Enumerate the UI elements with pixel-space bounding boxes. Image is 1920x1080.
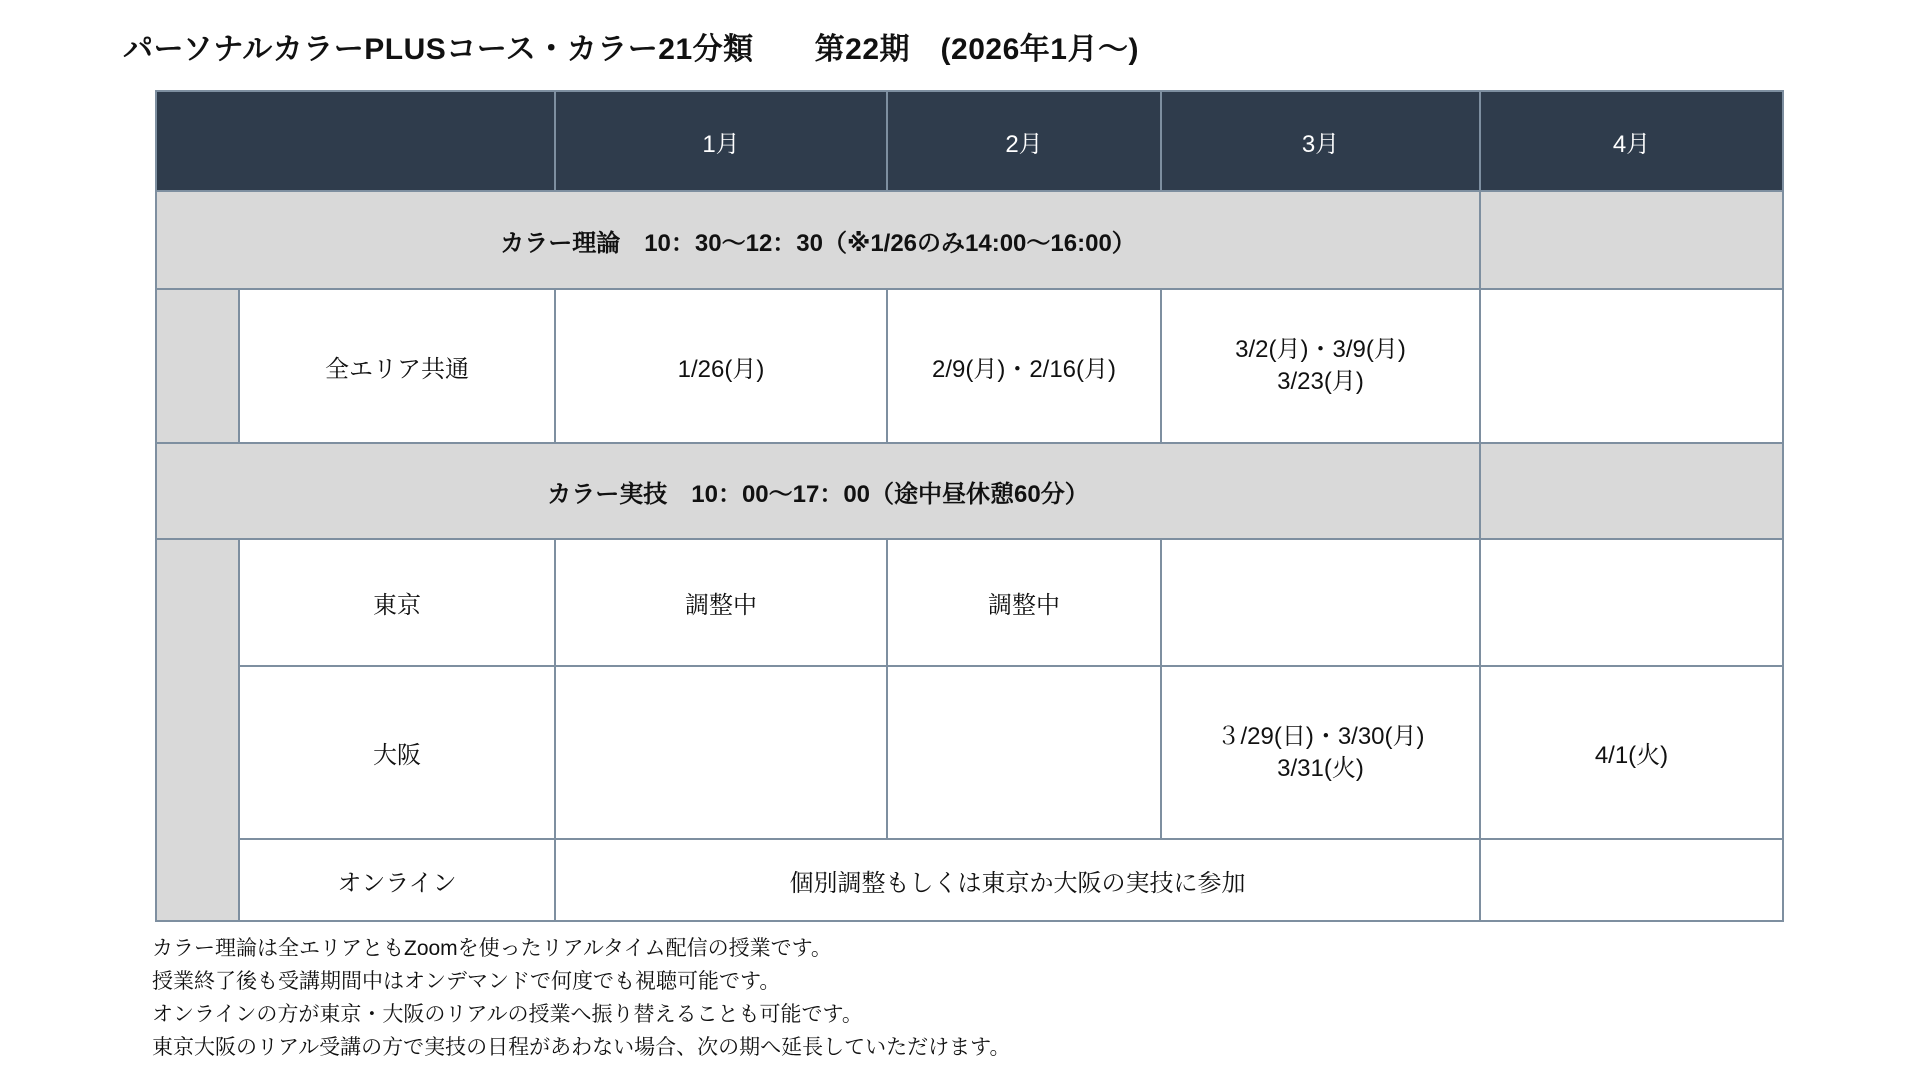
table-header-row — [156, 91, 1783, 191]
column-header-mar: 3月 — [1161, 91, 1480, 191]
theory-section-heading: カラー理論 10：30〜12：30（※1/26のみ14:00〜16:00） — [156, 191, 1480, 289]
note-line-2: 授業終了後も受講期間中はオンデマンドで何度でも視聴可能です。 — [152, 970, 781, 993]
cell-tokyo-mar — [1161, 539, 1480, 666]
theory-common-row — [156, 289, 1783, 443]
theory-mar-line2: 3/23(月) — [1277, 368, 1364, 395]
theory-mar-line1: 3/2(月)・3/9(月) — [1235, 336, 1406, 363]
theory-band-apr-cell — [1480, 191, 1783, 289]
osaka-mar-line1: ３/29(日)・3/30(月) — [1216, 722, 1425, 750]
header-empty-cell — [156, 91, 555, 191]
cell-tokyo-feb: 調整中 — [887, 539, 1161, 666]
cell-osaka-apr: 4/1(火) — [1480, 666, 1783, 839]
cell-osaka-feb — [887, 666, 1161, 839]
cell-theory-common-jan: 1/26(月) — [555, 289, 887, 443]
theory-section-row — [156, 191, 1783, 289]
practice-tokyo-label: 東京 — [239, 539, 555, 666]
cell-theory-common-feb: 2/9(月)・2/16(月) — [887, 289, 1161, 443]
column-header-feb: 2月 — [887, 91, 1161, 191]
practice-osaka-row — [156, 666, 1783, 839]
column-header-apr: 4月 — [1480, 91, 1783, 191]
practice-osaka-label: 大阪 — [239, 666, 555, 839]
cell-online-merged: 個別調整もしくは東京か大阪の実技に参加 — [555, 839, 1480, 921]
practice-section-row — [156, 443, 1783, 539]
practice-gray-gutter — [156, 539, 239, 921]
osaka-mar-line2: 3/31(火) — [1277, 754, 1364, 782]
cell-theory-common-apr — [1480, 289, 1783, 443]
note-line-1: カラー理論は全エリアともZoomを使ったリアルタイム配信の授業です。 — [152, 937, 832, 960]
column-header-jan: 1月 — [555, 91, 887, 191]
footer-notes — [152, 932, 1010, 1064]
cell-osaka-jan — [555, 666, 887, 839]
cell-tokyo-jan: 調整中 — [555, 539, 887, 666]
page-title: パーソナルカラーPLUSコース・カラー21分類 第22期 (2026年1月〜) — [123, 33, 1139, 66]
theory-gray-gutter — [156, 289, 239, 443]
cell-online-apr — [1480, 839, 1783, 921]
practice-online-row — [156, 839, 1783, 921]
cell-osaka-mar — [1161, 666, 1480, 839]
practice-section-heading: カラー実技 10：00〜17：00（途中昼休憩60分） — [156, 443, 1480, 539]
note-line-3: オンラインの方が東京・大阪のリアルの授業へ振り替えることも可能です。 — [152, 1003, 863, 1026]
cell-theory-common-mar — [1161, 289, 1480, 443]
cell-tokyo-apr — [1480, 539, 1783, 666]
practice-tokyo-row — [156, 539, 1783, 666]
theory-common-label: 全エリア共通 — [239, 289, 555, 443]
note-line-4: 東京大阪のリアル受講の方で実技の日程があわない場合、次の期へ延長していただけます。 — [152, 1036, 1011, 1059]
schedule-table — [155, 90, 1784, 922]
practice-online-label: オンライン — [239, 839, 555, 921]
practice-band-apr-cell — [1480, 443, 1783, 539]
